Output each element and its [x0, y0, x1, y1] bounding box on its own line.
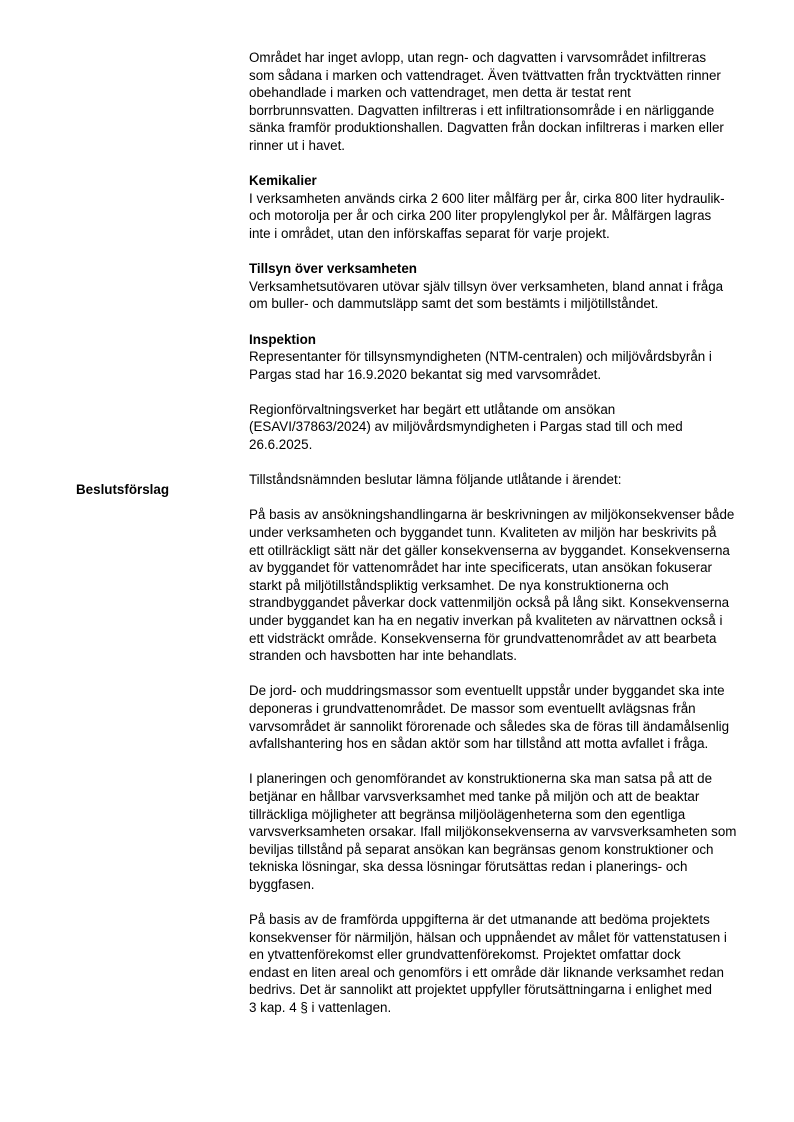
supervision-paragraph: Verksamhetsutövaren utövar själv tillsyn över verksamheten, bland annat i fråga om buller- och dammutsläpp samt det som bestämts i miljötillståndet.: [249, 278, 724, 312]
decision-paragraph-conclusion: På basis av de framförda uppgifterna är det utmanande att bedöma projektets konsekvenser för närmiljön, hälsan och uppnåendet av målet för vattenstatusen i en ytvattenförekomst eller grundvattenförekomst. Projektet omfattar dock endast en liten areal och genomförs i ett område där liknande verksamhet redan bedrivs. Det är sannolikt att projektet uppfyller förutsättningarna i enlighet med 3 kap. 4 § i vattenlagen.: [249, 912, 727, 1016]
spacer: [249, 454, 749, 472]
supervision-heading: Tillsyn över verksamheten: [249, 261, 417, 277]
main-text-column: [249, 49, 749, 1017]
decision-intro: Tillståndsnämnden beslutar lämna följande utlåtande i ärendet:: [249, 472, 622, 488]
inspection-paragraph: Representanter för tillsynsmyndigheten (NTM-centralen) och miljövårdsbyrån i Pargas stad har 16.9.2020 bekantat sig med varvsområdet.: [249, 349, 712, 382]
drainage-paragraph: Området har inget avlopp, utan regn- och dagvatten i varvsområdet infiltreras som sådana i marken och vattendraget. Även tvättvatten från trycktvätten rinner obehandlade i marken och vattendraget, men detta är testat rent borrbrunnsvatten. Dagvatten infiltreras i ett infiltrationsområde i en närliggande sänka framför produktionshallen. Dagvatten från dockan infiltreras i marken eller rinner ut i havet.: [249, 50, 724, 153]
decision-paragraph-planning: I planeringen och genomförandet av konstruktionerna ska man satsa på att de betjänar en hållbar varvsverksamhet med tanke på miljön och att de beaktar tillräckliga möjligheter att begränsa miljöolägenheterna som den egentliga varvsverksamheten orsakar. Ifall miljökonsekvenserna av varvsverksamheten som beviljas tillstånd på separat ansökan kan begränsas genom konstruktioner och tekniska lösningar, ska dessa lösningar förutsättas redan i planerings- och byggfasen.: [249, 771, 737, 892]
chemicals-heading: Kemikalier: [249, 173, 317, 189]
spacer: [249, 155, 749, 173]
spacer: [249, 753, 749, 771]
decision-proposal-label: Beslutsförslag: [76, 482, 170, 497]
statement-request-paragraph: Regionförvaltningsverket har begärt ett utlåtande om ansökan (ESAVI/37863/2024) av miljövårdsmyndigheten i Pargas stad till och med 26.6.2025.: [249, 401, 683, 453]
spacer: [249, 665, 749, 683]
decision-paragraph-impacts: På basis av ansökningshandlingarna är beskrivningen av miljökonsekvenser både under verksamheten och byggandet tunn. Kvaliteten av miljön har beskrivits på ett otillräckligt sätt när det gäller konsekvenserna av byggandet. Konsekvenserna av byggandet för vattenområdet har inte specificerats, utan ansökan fokuserar starkt på miljötillståndspliktig verksamhet. De nya konstruktionerna och strandbyggandet påverkar dock vattenmiljön också på lång sikt. Konsekvenserna under byggandet kan ha en negativ inverkan på kvaliteten av närvattnen också i ett vidsträckt område. Konsekvenserna för grundvattenområdet av att bearbeta stranden och havsbotten har inte behandlats.: [249, 507, 735, 664]
spacer: [249, 243, 749, 261]
decision-paragraph-dredging: De jord- och muddringsmassor som eventuellt uppstår under byggandet ska inte deponeras i grundvattenområdet. De massor som eventuellt avlägsnas från varvsområdet är sannolikt förorenade och således ska de föras till ändamålsenlig avfallshantering hos en sådan aktör som har tillstånd att motta avfallet i fråga.: [249, 683, 730, 752]
spacer: [249, 383, 749, 401]
spacer: [249, 489, 749, 507]
inspection-heading: Inspektion: [249, 331, 316, 347]
spacer: [249, 313, 749, 331]
chemicals-paragraph: I verksamheten används cirka 2 600 liter målfärg per år, cirka 800 liter hydraulik- och motorolja per år och cirka 200 liter propylenglykol per år. Målfärgen lagras inte i området, utan den införskaffas separat för varje projekt.: [249, 190, 725, 241]
spacer: [249, 894, 749, 912]
